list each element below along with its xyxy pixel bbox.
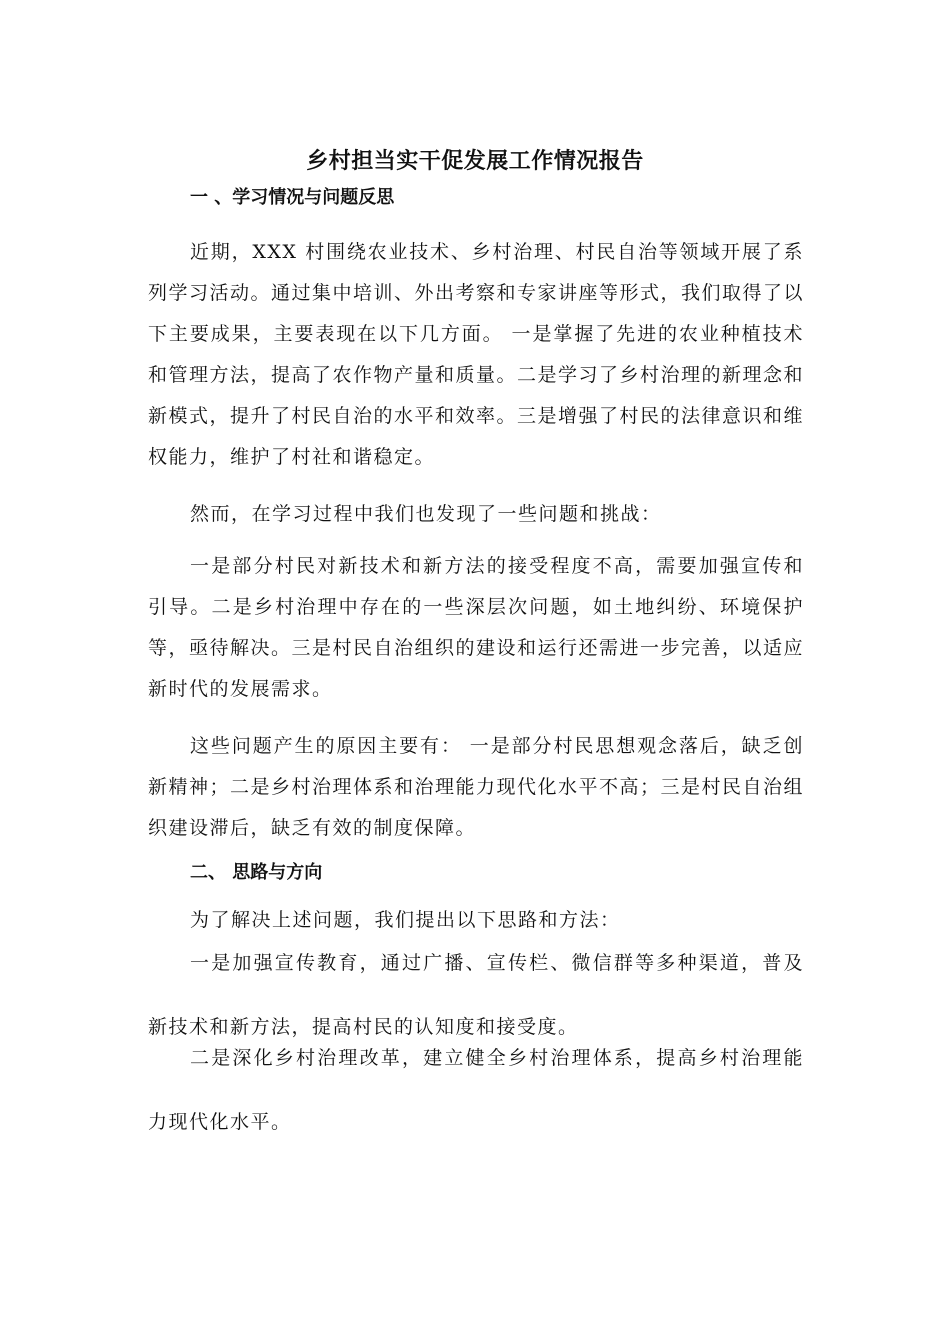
paragraph-study-results: 近期，XXX 村围绕农业技术、乡村治理、村民自治等领域开展了系列学习活动。通过集中培训、外出考察和专家讲座等形式，我们取得了以下主要成果，主要表现在以下几方面。 一是掌握了先进的农业种植技术和管理方法，提高了农作物产量和质量。二是学习了乡村治理的新理念和新模式，提升了村民自治的水平和效率。三是增强了村民的法律意识和维权能力，维护了村社和谐稳定。 <box>148 241 805 468</box>
paragraph-approach-intro: 为了解决上述问题，我们提出以下思路和方法： <box>190 909 621 931</box>
paragraph-causes: 这些问题产生的原因主要有： 一是部分村民思想观念落后，缺乏创新精神；二是乡村治理体系和治理能力现代化水平不高；三是村民自治组织建设滞后，缺乏有效的制度保障。 <box>148 735 805 839</box>
document-title: 乡村担当实干促发展工作情况报告 <box>306 149 644 174</box>
section-heading-1: 一 、学习情况与问题反思 <box>190 187 395 208</box>
paragraph-approach-1: 一是加强宣传教育，通过广播、宣传栏、微信群等多种渠道，普及新技术和新方法，提高村民的认知度和接受度。 <box>148 952 804 1038</box>
section-heading-2: 二、 思路与方向 <box>190 862 323 883</box>
paragraph-problems-intro: 然而，在学习过程中我们也发现了一些问题和挑战： <box>190 503 662 525</box>
paragraph-problems-list: 一是部分村民对新技术和新方法的接受程度不高，需要加强宣传和引导。二是乡村治理中存在的一些深层次问题，如土地纠纷、环境保护等，亟待解决。三是村民自治组织的建设和运行还需进一步完善，以适应新时代的发展需求。 <box>148 555 805 700</box>
paragraph-approach-2: 二是深化乡村治理改革，建立健全乡村治理体系，提高乡村治理能力现代化水平。 <box>148 1047 804 1133</box>
